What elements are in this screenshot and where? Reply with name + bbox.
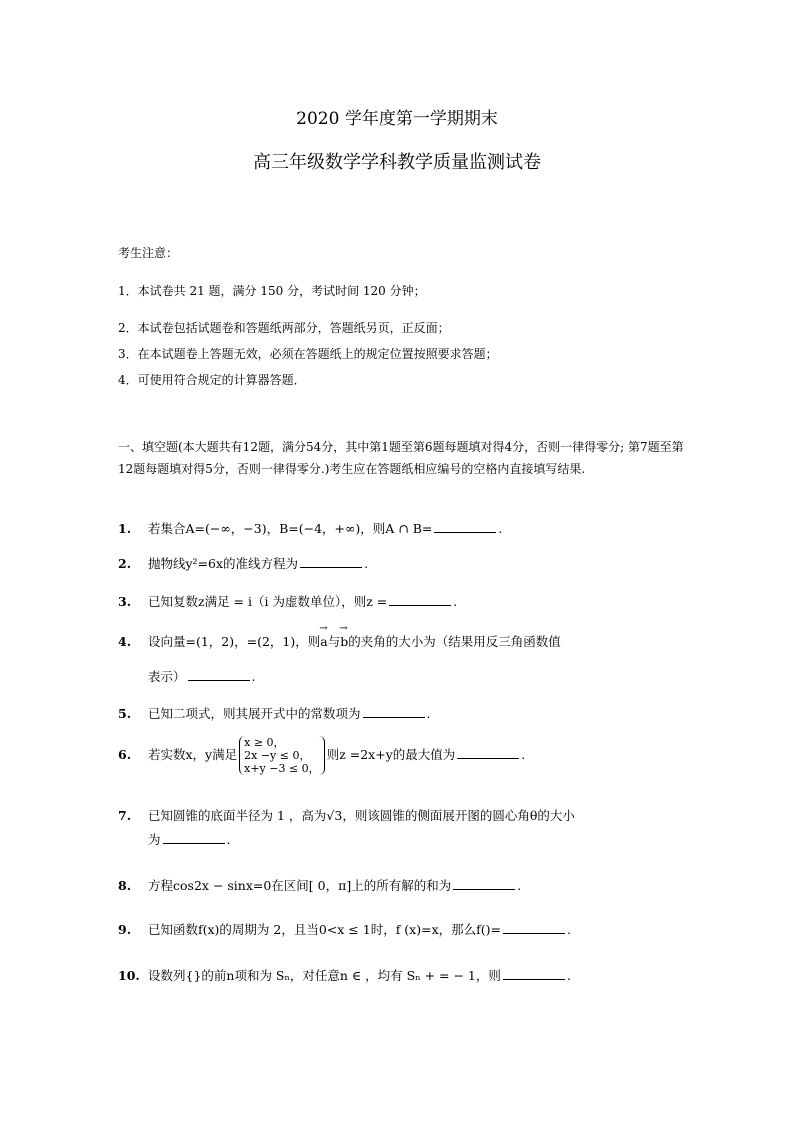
question-text: 设数列{}的前n项和为 Sₙ，对任意n ∈ ，均有 Sₙ + = − 1，则 — [148, 968, 501, 983]
question-number: 8. — [118, 878, 132, 893]
inequality-line: 2x −y ≤ 0， — [244, 749, 311, 762]
notice-item: 2．本试卷包括试题卷和答题纸两部分，答题纸另页，正反面； — [118, 321, 450, 335]
question-tail: . — [453, 594, 458, 609]
answer-blank[interactable] — [457, 748, 519, 759]
question-text: 已知函数f(x)的周期为 2，且当0<x ≤ 1时，f (x)=x，那么f()= — [148, 922, 501, 937]
question-5 — [118, 704, 431, 722]
question-2 — [118, 554, 368, 572]
notice-item: 1．本试卷共 21 题，满分 150 分，考试时间 120 分钟； — [118, 284, 426, 298]
question-number: 2. — [118, 556, 132, 571]
question-number: 3. — [118, 594, 132, 609]
question-tail: . — [567, 922, 571, 937]
section-intro: 一、填空题(本大题共有12题，满分54分，其中第1题至第6题每题填对得4分，否则一律得零分; 第7题至第12题每题填对得5分，否则一律得零分.)考生应在答题纸相应编号的空格内直接填写结果. — [118, 440, 684, 476]
answer-blank[interactable] — [300, 557, 362, 568]
question-6 — [118, 736, 525, 775]
question-text: 的夹角的大小为（结果用反三角函数值 — [348, 634, 561, 649]
question-number: 6. — [118, 747, 132, 762]
question-7 — [118, 806, 575, 824]
inequality-line: x+y −3 ≤ 0， — [244, 762, 320, 775]
question-text: 为 — [148, 832, 161, 847]
question-tail: . — [251, 669, 256, 684]
question-text: 若实数x，y满足 — [148, 747, 238, 762]
exam-title-subject: 高三年级数学学科教学质量监测试卷 — [253, 152, 541, 173]
answer-blank[interactable] — [434, 522, 496, 533]
question-text: 设向量=(1，2)，=(2，1)，则 — [148, 634, 321, 649]
answer-blank[interactable] — [503, 923, 565, 934]
question-1 — [118, 519, 502, 537]
answer-blank[interactable] — [453, 879, 515, 890]
question-tail: . — [226, 832, 231, 847]
question-tail: . — [498, 521, 503, 536]
question-number: 5. — [118, 706, 132, 721]
question-4 — [118, 632, 561, 650]
question-8 — [118, 876, 521, 894]
question-text: 则z =2x+y的最大值为 — [326, 747, 456, 762]
question-4-continued — [148, 667, 256, 685]
question-number: 7. — [118, 808, 132, 823]
question-number: 10. — [118, 968, 140, 983]
answer-blank[interactable] — [503, 969, 565, 980]
question-text: 已知复数z满足 = i（i 为虚数单位），则z = — [148, 594, 388, 609]
question-9 — [118, 920, 571, 938]
question-text: 已知二项式，则其展开式中的常数项为 — [148, 706, 361, 721]
question-text: 方程cos2x − sinx=0在区间[ 0，π]上的所有解的和为 — [148, 878, 452, 893]
question-text: 与 — [327, 634, 341, 649]
vector-b: → b — [340, 634, 348, 649]
notice-item: 4．可使用符合规定的计算器答题． — [118, 373, 306, 387]
answer-blank[interactable] — [389, 595, 451, 606]
question-text: 已知圆锥的底面半径为 1 ，高为√3，则该圆锥的侧面展开图的圆心角θ的大小 — [148, 808, 575, 823]
question-number: 1. — [118, 521, 132, 536]
exam-title-year: 2020 学年度第一学期期末 — [296, 109, 498, 129]
vector-a: → a — [320, 634, 327, 649]
answer-blank[interactable] — [188, 670, 250, 681]
notice-item: 3．在本试题卷上答题无效，必须在答题纸上的规定位置按照要求答题； — [118, 347, 498, 361]
question-tail: . — [426, 706, 431, 721]
question-text: 若集合A=(−∞，−3)，B=(−4，+∞)，则A ∩ B= — [148, 521, 433, 536]
question-number: 4. — [118, 634, 132, 649]
notice-label: 考生注意： — [118, 246, 179, 260]
question-text: 抛物线y²=6x的准线方程为 — [148, 556, 299, 571]
question-tail: . — [364, 556, 369, 571]
answer-blank[interactable] — [363, 707, 425, 718]
question-7-continued — [148, 830, 231, 848]
inequality-system — [239, 736, 325, 775]
question-tail: . — [517, 878, 522, 893]
inequality-line: x ≥ 0， — [244, 736, 285, 749]
question-number: 9. — [118, 922, 132, 937]
question-10 — [118, 966, 571, 984]
question-tail: . — [566, 968, 571, 983]
question-text: 表示） — [148, 669, 186, 684]
question-tail: . — [521, 747, 526, 762]
answer-blank[interactable] — [163, 833, 225, 844]
question-3 — [118, 592, 457, 610]
